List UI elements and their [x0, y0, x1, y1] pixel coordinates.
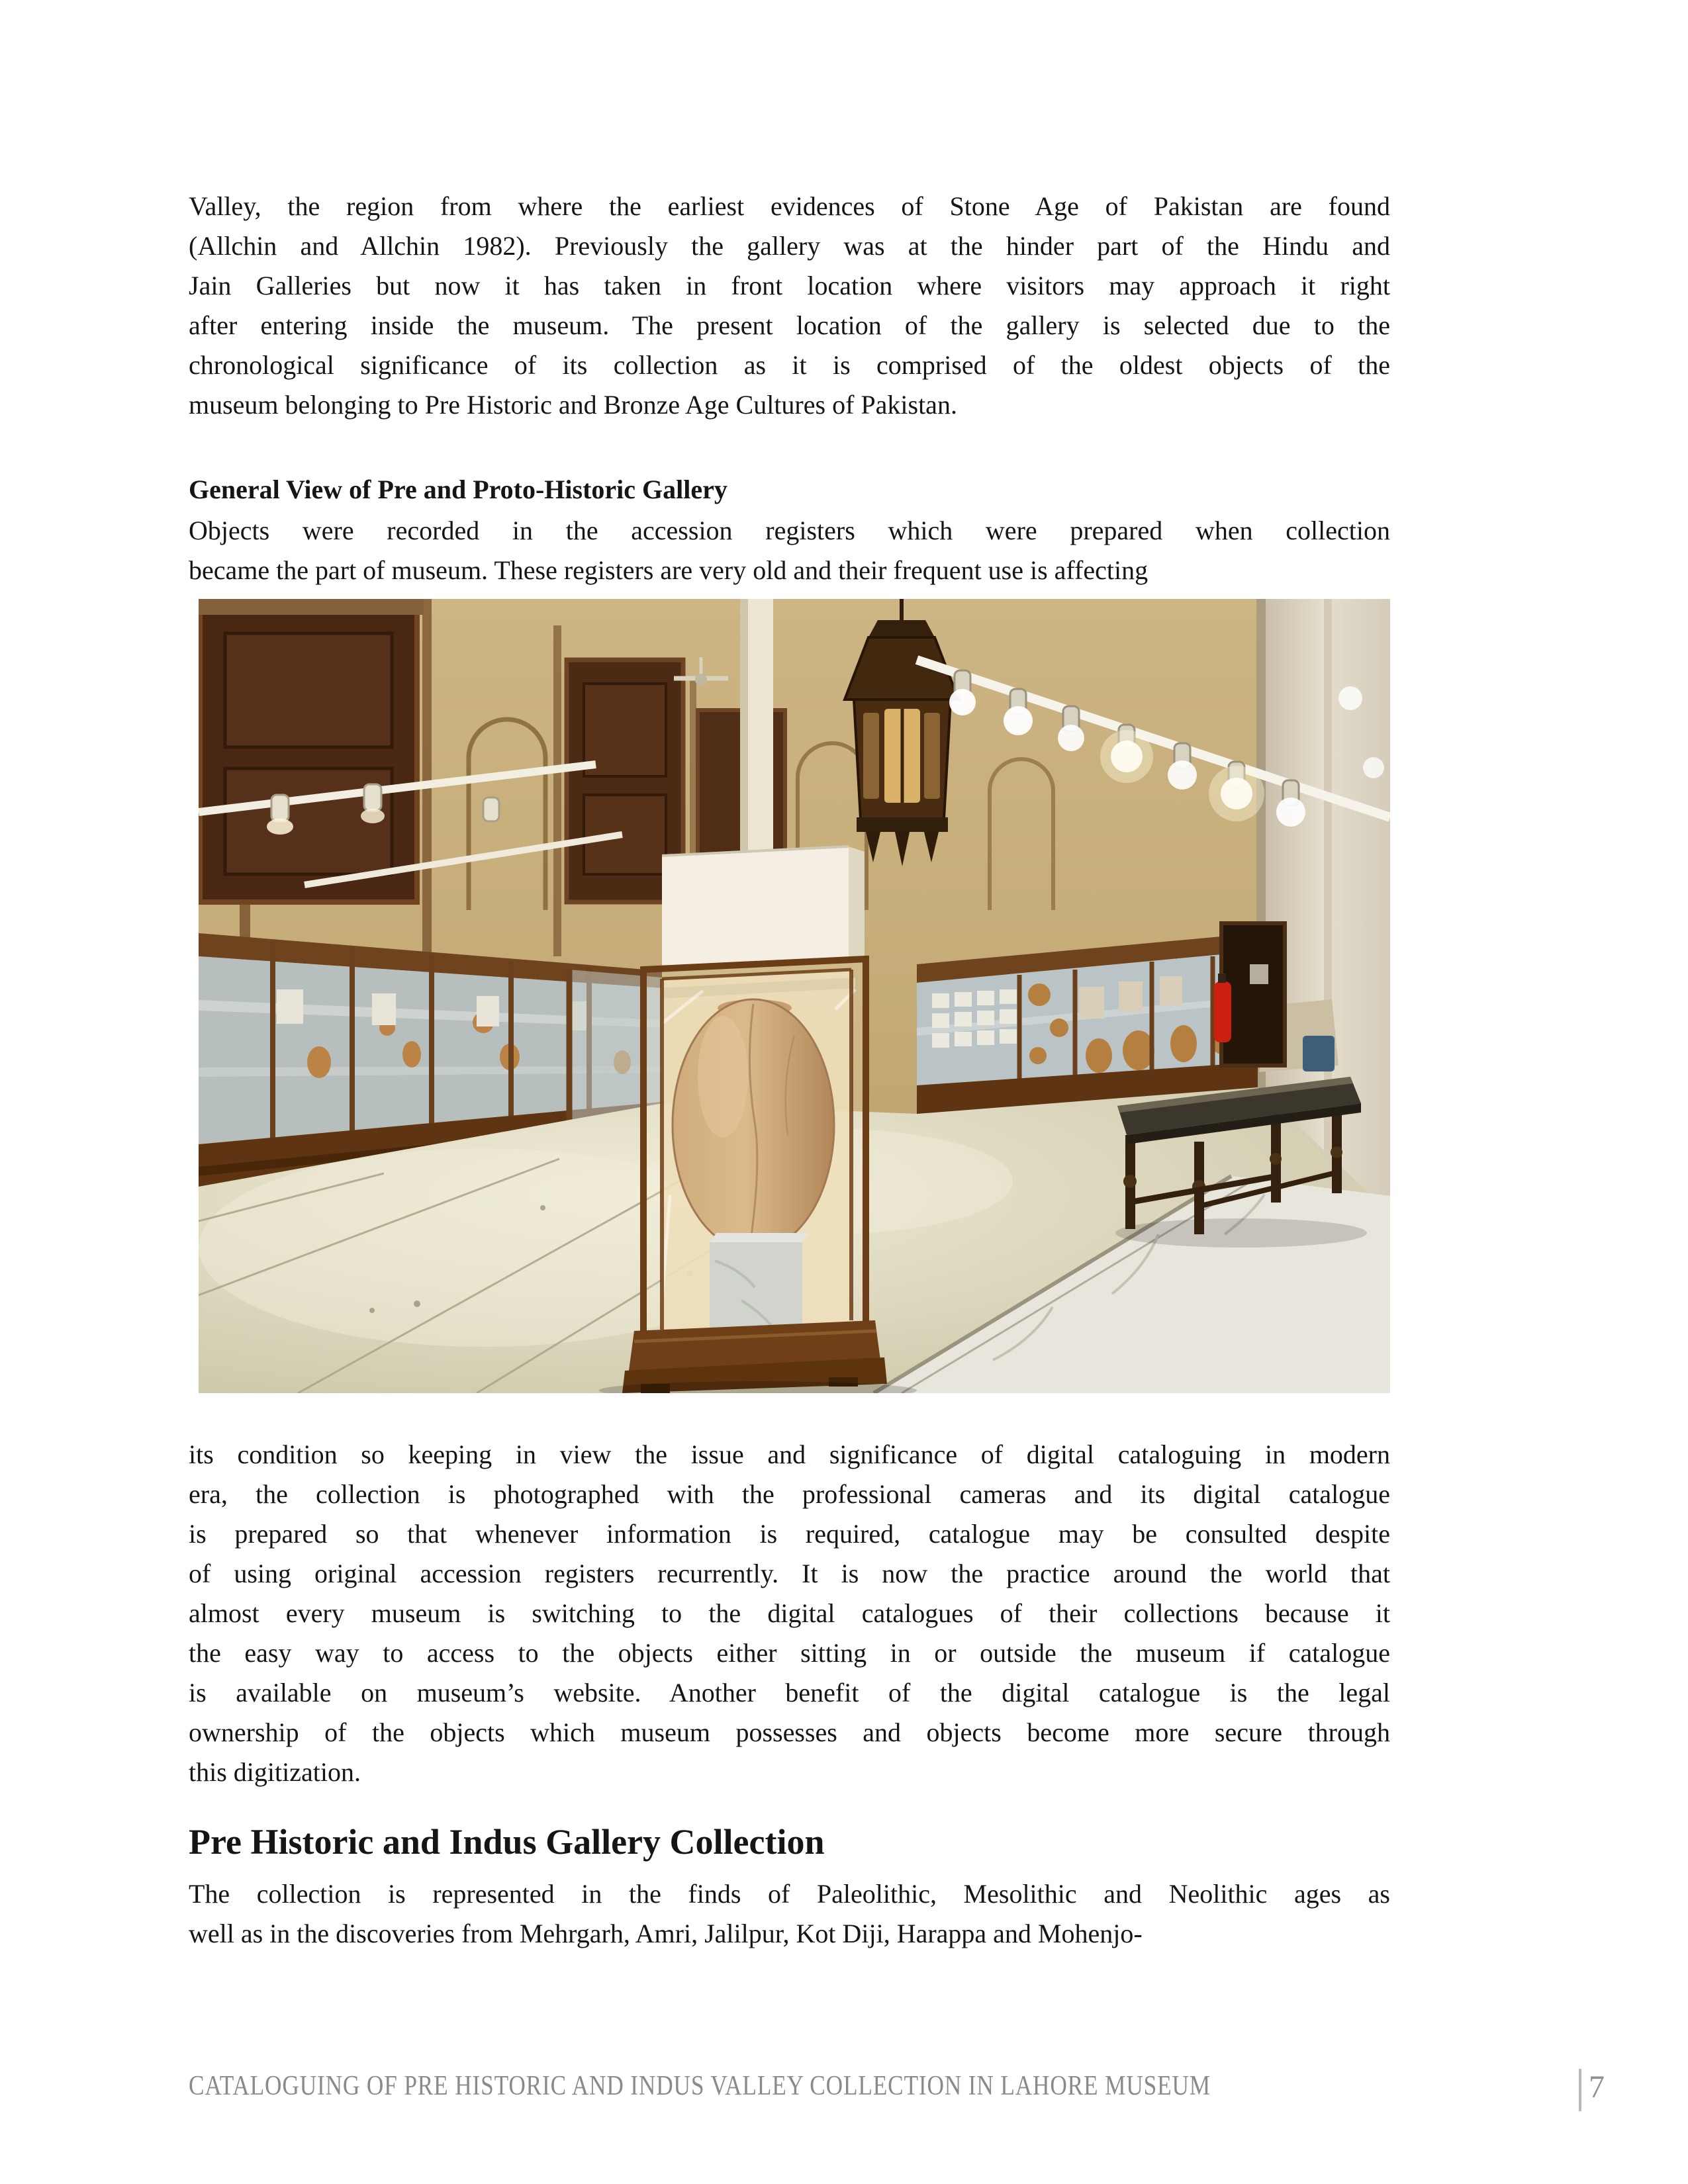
text-line: after entering inside the museum. The present location of the gallery is selected due to the — [189, 310, 1390, 340]
case-wood-base — [599, 1320, 917, 1393]
text-line: of using original accession registers recurrently. It is now the practice around the world that — [189, 1559, 1390, 1588]
text-line: the easy way to access to the objects either sitting in or outside the museum if catalogue — [189, 1638, 1390, 1668]
fire-extinguisher — [1214, 981, 1231, 1042]
text-line: chronological significance of its collection as it is comprised of the oldest objects of the — [189, 350, 1390, 380]
text-line: ownership of the objects which museum possesses and objects become more secure through — [189, 1717, 1390, 1747]
blue-bin — [1303, 1036, 1335, 1071]
footer-running-title: CATALOGUING OF PRE HISTORIC AND INDUS VALLEY COLLECTION IN LAHORE MUSEUM — [189, 2071, 1211, 2101]
text-line: Objects were recorded in the accession registers which were prepared when collection — [189, 516, 1390, 545]
text-line: well as in the discoveries from Mehrgarh, Amri, Jalilpur, Kot Diji, Harappa and Mohenjo- — [189, 1919, 1143, 1948]
text-line: this digitization. — [189, 1757, 361, 1787]
paragraph-intro — [189, 187, 1390, 425]
text-line: The collection is represented in the finds of Paleolithic, Mesolithic and Neolithic ages as — [189, 1879, 1390, 1909]
text-line: is prepared so that whenever information is required, catalogue may be consulted despite — [189, 1519, 1390, 1549]
section-heading-collection: Pre Historic and Indus Gallery Collection — [189, 1822, 825, 1862]
text-line: (Allchin and Allchin 1982). Previously the gallery was at the hinder part of the Hindu and — [189, 231, 1390, 261]
paragraph-digitization — [189, 1435, 1390, 1792]
text-line: Jain Galleries but now it has taken in front location where visitors may approach it right — [189, 271, 1390, 300]
gallery-photo — [199, 599, 1390, 1393]
text-line: is available on museum’s website. Another benefit of the digital catalogue is the legal — [189, 1678, 1390, 1707]
text-line: almost every museum is switching to the digital catalogues of their collections because it — [189, 1598, 1390, 1628]
text-line: Valley, the region from where the earliest evidences of Stone Age of Pakistan are found — [189, 191, 1390, 221]
gallery-photo-figure — [199, 599, 1390, 1393]
paragraph-section2 — [189, 1874, 1390, 1954]
text-line: its condition so keeping in view the issue and significance of digital cataloguing in modern — [189, 1439, 1390, 1469]
section-heading-general-view: General View of Pre and Proto-Historic Gallery — [189, 475, 727, 504]
text-line: museum belonging to Pre Historic and Bronze Age Cultures of Pakistan. — [189, 390, 957, 420]
text-line: era, the collection is photographed with the professional cameras and its digital catalogue — [189, 1479, 1390, 1509]
footer-divider-bar — [1579, 2069, 1581, 2111]
paragraph-section1 — [189, 511, 1390, 590]
text-line: became the part of museum. These registers are very old and their frequent use is affecting — [189, 555, 1149, 585]
footer-page-number: 7 — [1589, 2070, 1605, 2105]
